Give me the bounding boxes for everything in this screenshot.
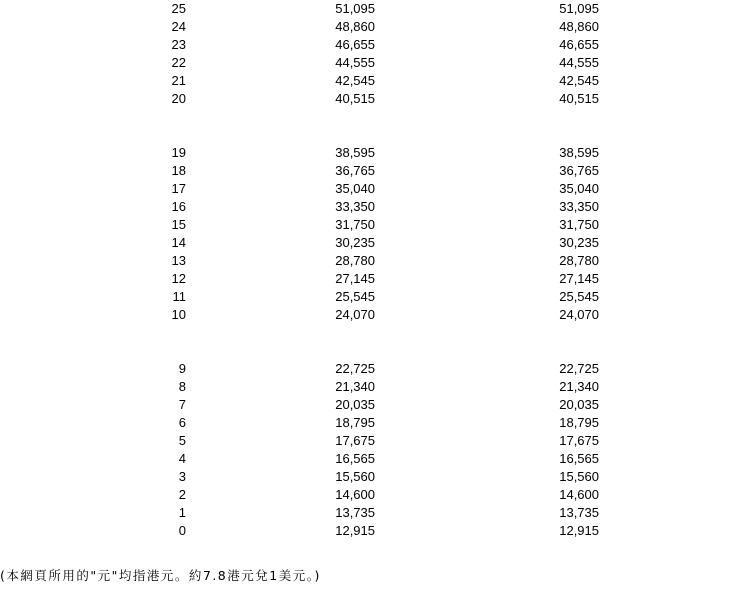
table-row xyxy=(0,0,735,18)
table-row xyxy=(0,18,735,36)
salary-value-col1: 46,655 xyxy=(335,37,375,52)
salary-point: 3 xyxy=(178,469,186,484)
salary-point: 14 xyxy=(171,235,186,250)
salary-value-col2: 31,750 xyxy=(559,217,599,232)
salary-value-col1: 33,350 xyxy=(335,199,375,214)
salary-point: 10 xyxy=(171,307,186,322)
salary-value-col2: 20,035 xyxy=(559,397,599,412)
table-row xyxy=(0,270,735,288)
salary-point: 21 xyxy=(171,73,186,88)
salary-value-col1: 22,725 xyxy=(335,361,375,376)
table-row xyxy=(0,180,735,198)
salary-value-col1: 16,565 xyxy=(335,451,375,466)
table-row xyxy=(0,378,735,396)
salary-value-col2: 38,595 xyxy=(559,145,599,160)
table-row xyxy=(0,72,735,90)
table-row xyxy=(0,162,735,180)
salary-point: 17 xyxy=(171,181,186,196)
salary-value-col1: 48,860 xyxy=(335,19,375,34)
salary-value-col1: 25,545 xyxy=(335,289,375,304)
salary-value-col2: 24,070 xyxy=(559,307,599,322)
salary-value-col1: 30,235 xyxy=(335,235,375,250)
salary-value-col1: 20,035 xyxy=(335,397,375,412)
salary-value-col1: 18,795 xyxy=(335,415,375,430)
salary-point: 24 xyxy=(171,19,186,34)
salary-value-col2: 36,765 xyxy=(559,163,599,178)
salary-value-col1: 31,750 xyxy=(335,217,375,232)
salary-value-col2: 35,040 xyxy=(559,181,599,196)
salary-value-col1: 24,070 xyxy=(335,307,375,322)
salary-point: 11 xyxy=(172,289,186,304)
table-row xyxy=(0,252,735,270)
salary-point: 9 xyxy=(178,361,186,376)
table-row xyxy=(0,468,735,486)
salary-value-col2: 40,515 xyxy=(559,91,599,106)
salary-point: 25 xyxy=(171,1,186,16)
salary-point: 5 xyxy=(178,433,186,448)
salary-value-col2: 33,350 xyxy=(559,199,599,214)
table-row xyxy=(0,198,735,216)
table-row xyxy=(0,414,735,432)
salary-value-col2: 13,735 xyxy=(559,505,599,520)
salary-value-col1: 28,780 xyxy=(335,253,375,268)
salary-point: 18 xyxy=(171,163,186,178)
salary-point: 6 xyxy=(178,415,186,430)
salary-value-col2: 22,725 xyxy=(559,361,599,376)
salary-point: 0 xyxy=(178,523,186,538)
salary-value-col2: 30,235 xyxy=(559,235,599,250)
salary-value-col2: 51,095 xyxy=(559,1,599,16)
table-row xyxy=(0,396,735,414)
table-row xyxy=(0,216,735,234)
salary-value-col2: 25,545 xyxy=(559,289,599,304)
salary-value-col1: 17,675 xyxy=(335,433,375,448)
table-row xyxy=(0,144,735,162)
salary-point: 13 xyxy=(171,253,186,268)
salary-value-col1: 12,915 xyxy=(335,523,375,538)
salary-point: 23 xyxy=(171,37,186,52)
salary-value-col2: 28,780 xyxy=(559,253,599,268)
table-row xyxy=(0,234,735,252)
salary-value-col2: 44,555 xyxy=(559,55,599,70)
salary-value-col1: 15,560 xyxy=(335,469,375,484)
salary-value-col1: 51,095 xyxy=(335,1,375,16)
salary-point: 4 xyxy=(178,451,186,466)
table-row xyxy=(0,360,735,378)
salary-point: 7 xyxy=(178,397,186,412)
table-row xyxy=(0,90,735,108)
salary-value-col2: 16,565 xyxy=(559,451,599,466)
table-row xyxy=(0,432,735,450)
table-row xyxy=(0,450,735,468)
table-row xyxy=(0,504,735,522)
salary-value-col1: 40,515 xyxy=(335,91,375,106)
salary-point: 22 xyxy=(171,55,186,70)
salary-value-col2: 15,560 xyxy=(559,469,599,484)
salary-point: 1 xyxy=(178,505,186,520)
table-row xyxy=(0,54,735,72)
salary-value-col1: 21,340 xyxy=(335,379,375,394)
salary-value-col2: 21,340 xyxy=(559,379,599,394)
salary-point: 16 xyxy=(171,199,186,214)
salary-value-col1: 27,145 xyxy=(335,271,375,286)
salary-point: 15 xyxy=(171,217,186,232)
table-row xyxy=(0,288,735,306)
currency-note: (本網頁所用的"元"均指港元。約7.8港元兌1美元。) xyxy=(0,568,321,583)
table-row xyxy=(0,486,735,504)
table-row xyxy=(0,522,735,540)
salary-value-col2: 17,675 xyxy=(559,433,599,448)
table-row xyxy=(0,36,735,54)
salary-value-col2: 14,600 xyxy=(559,487,599,502)
salary-value-col1: 35,040 xyxy=(335,181,375,196)
salary-value-col1: 36,765 xyxy=(335,163,375,178)
salary-value-col2: 27,145 xyxy=(559,271,599,286)
table-row xyxy=(0,306,735,324)
salary-value-col1: 42,545 xyxy=(335,73,375,88)
salary-value-col2: 48,860 xyxy=(559,19,599,34)
salary-point: 2 xyxy=(178,487,186,502)
salary-value-col1: 13,735 xyxy=(335,505,375,520)
salary-point: 8 xyxy=(178,379,186,394)
salary-value-col1: 38,595 xyxy=(335,145,375,160)
salary-point: 19 xyxy=(171,145,186,160)
salary-point: 20 xyxy=(171,91,186,106)
salary-value-col1: 44,555 xyxy=(335,55,375,70)
salary-value-col2: 12,915 xyxy=(559,523,599,538)
salary-value-col2: 42,545 xyxy=(559,73,599,88)
salary-point: 12 xyxy=(171,271,186,286)
salary-value-col2: 18,795 xyxy=(559,415,599,430)
salary-value-col1: 14,600 xyxy=(335,487,375,502)
salary-value-col2: 46,655 xyxy=(559,37,599,52)
